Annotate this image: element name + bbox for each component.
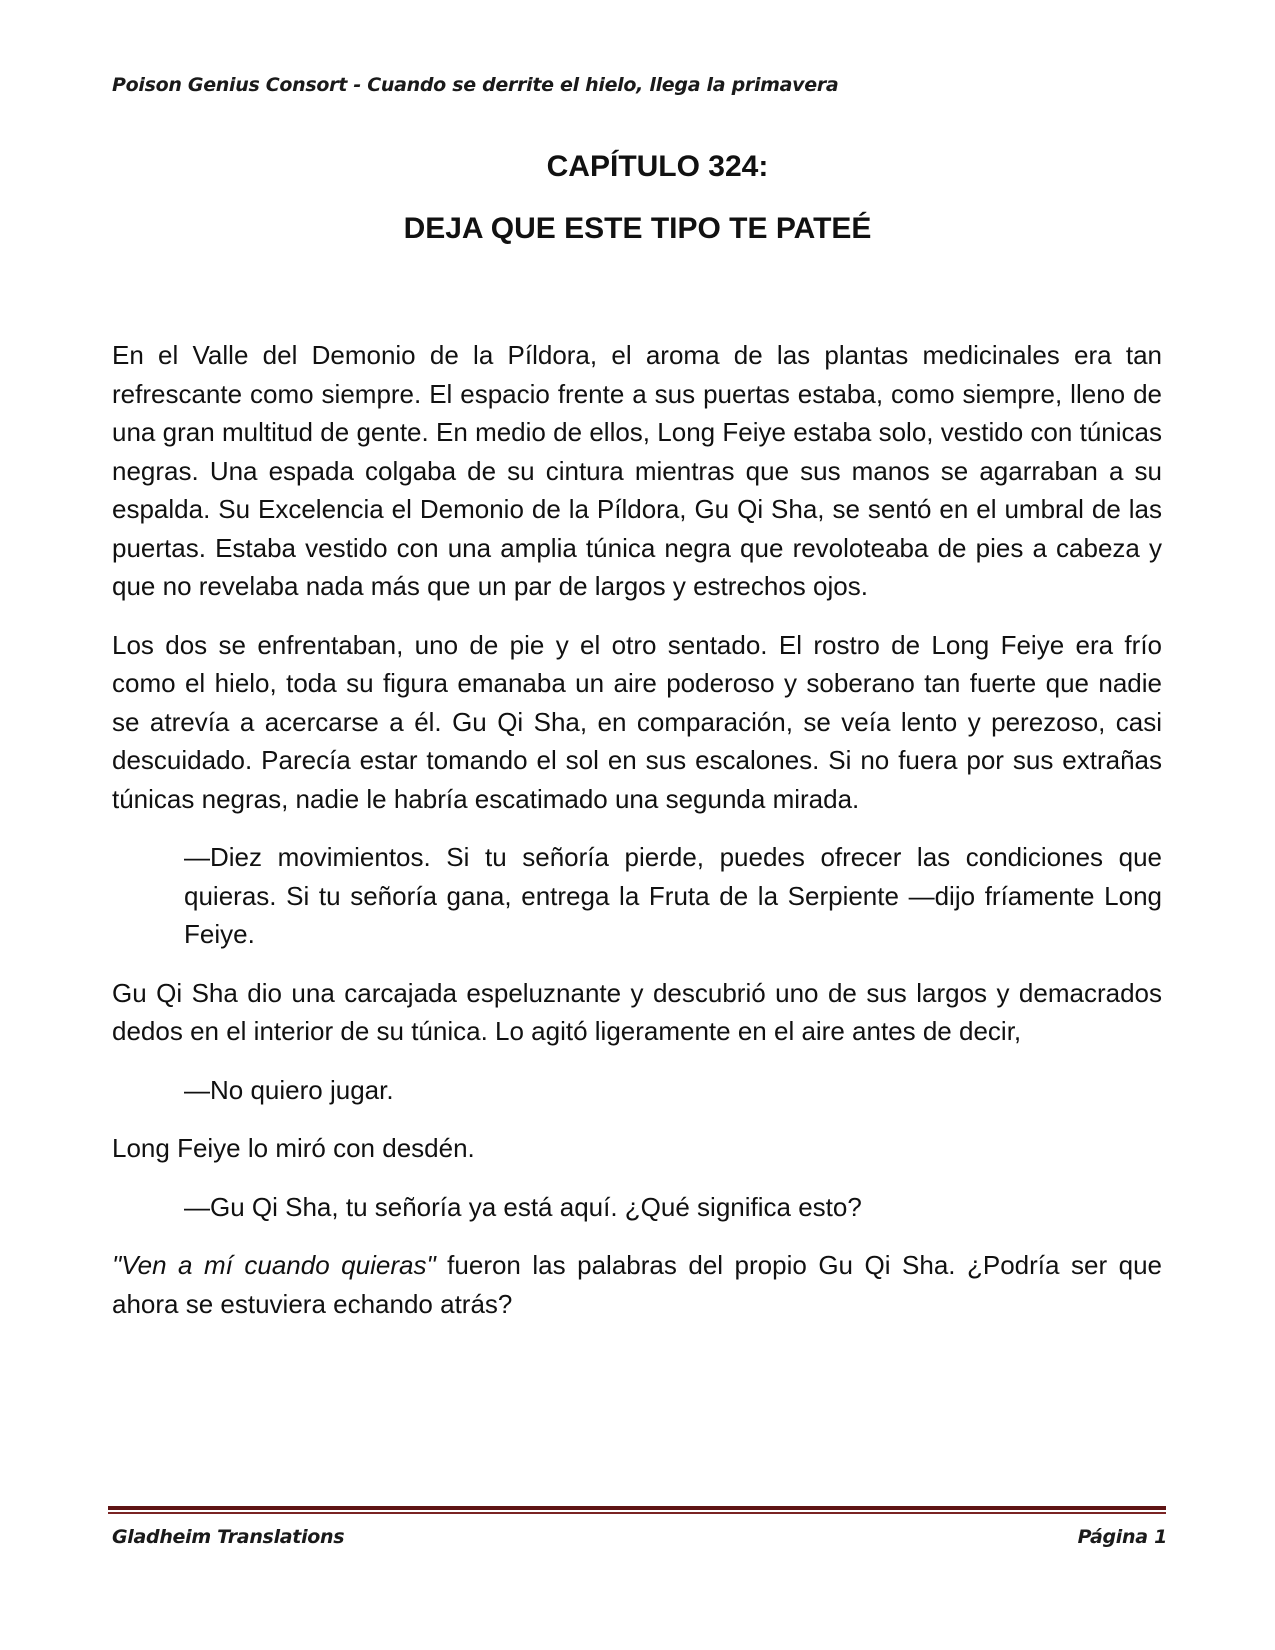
paragraph: En el Valle del Demonio de la Píldora, el aroma de las plantas medicinales era tan refrescante como siempre. El espacio frente a sus puertas estaba, como siempre, lleno de una gran multitud de gente. En medio de ellos, Long Feiye estaba solo, vestido con túnicas negras. Una espada colgaba de su cintura mientras que sus manos se agarraban a su espalda. Su Excelencia el Demonio de la Píldora, Gu Qi Sha, se sentó en el umbral de las puertas. Estaba vestido con una amplia túnica negra que revoloteaba de pies a cabeza y que no revelaba nada más que un par de largos y estrechos ojos. (112, 340, 1162, 601)
page-number: Página 1 (1077, 1526, 1167, 1548)
paragraph-text: fueron las palabras del propio Gu Qi Sha. ¿Podría ser que ahora se estuviera echando atrás? (112, 1250, 1162, 1319)
paragraph: Long Feiye lo miró con desdén. (112, 1133, 475, 1163)
footer-publisher: Gladheim Translations (112, 1526, 345, 1548)
chapter-title: DEJA QUE ESTE TIPO TE PATEÉ (403, 212, 872, 245)
italic-quote: "Ven a mí cuando quieras" (112, 1250, 436, 1280)
paragraph: Gu Qi Sha dio una carcajada espeluznante y descubrió uno de sus largos y demacrados dedos en el interior de su túnica. Lo agitó ligeramente en el aire antes de decir, (112, 977, 1162, 1046)
paragraph: Los dos se enfrentaban, uno de pie y el otro sentado. El rostro de Long Feiye era frío como el hielo, toda su figura emanaba un aire poderoso y soberano tan fuerte que nadie se atrevía a acercarse a él. Gu Qi Sha, en comparación, se veía lento y perezoso, casi descuidado. Parecía estar tomando el sol en sus escalones. Si no fuera por sus extrañas túnicas negras, nadie le habría escatimado una segunda mirada. (112, 629, 1162, 814)
paragraph (112, 1246, 1162, 1323)
dialogue-paragraph: —Diez movimientos. Si tu señoría pierde, puedes ofrecer las condiciones que quieras. Si tu señoría gana, entrega la Fruta de la Serpiente —dijo fríamente Long Feiye. (184, 842, 1162, 949)
dialogue-paragraph: —No quiero jugar. (184, 1074, 394, 1105)
chapter-body (112, 336, 1162, 1343)
chapter-number: CAPÍTULO 324: (546, 150, 769, 183)
dialogue-paragraph: —Gu Qi Sha, tu señoría ya está aquí. ¿Qué significa esto? (184, 1191, 862, 1222)
running-header: Poison Genius Consort - Cuando se derrite el hielo, llega la primavera (112, 74, 839, 96)
footer-rule (108, 1506, 1166, 1514)
footer-rule-thin (108, 1512, 1166, 1514)
